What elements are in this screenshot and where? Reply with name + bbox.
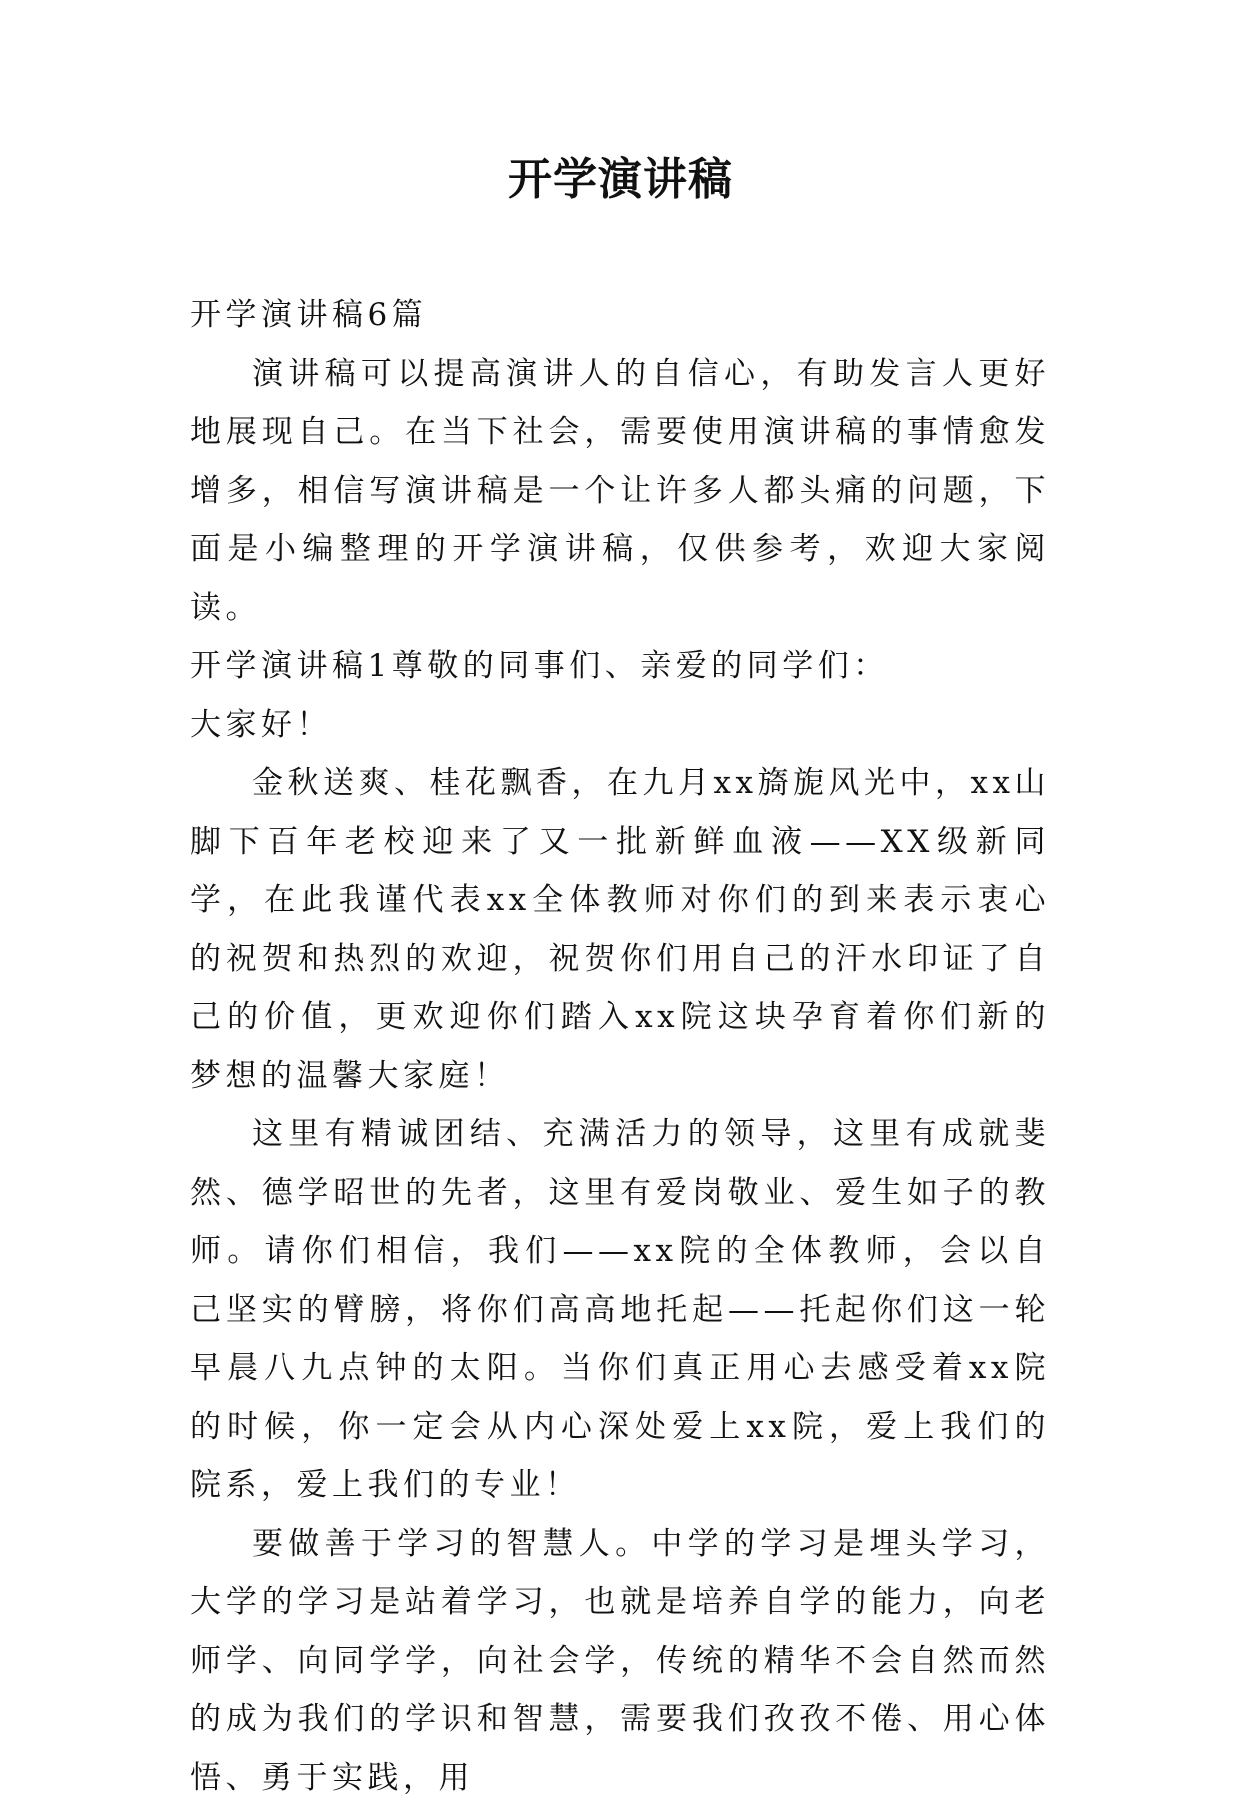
paragraph: 大家好！	[190, 696, 1050, 755]
paragraph: 开学演讲稿6篇	[190, 286, 1050, 345]
paragraph: 开学演讲稿1尊敬的同事们、亲爱的同学们：	[190, 637, 1050, 696]
paragraph: 演讲稿可以提高演讲人的自信心，有助发言人更好地展现自己。在当下社会，需要使用演讲稿的事情愈发增多，相信写演讲稿是一个让许多人都头痛的问题，下面是小编整理的开学演讲稿，仅供参考，欢迎大家阅读。	[190, 345, 1050, 638]
paragraph: 这里有精诚团结、充满活力的领导，这里有成就斐然、德学昭世的先者，这里有爱岗敬业、爱生如子的教师。请你们相信，我们——xx院的全体教师，会以自己坚实的臂膀，将你们高高地托起——托起你们这一轮早晨八九点钟的太阳。当你们真正用心去感受着xx院的时候，你一定会从内心深处爱上xx院，爱上我们的院系，爱上我们的专业！	[190, 1105, 1050, 1515]
paragraph: 金秋送爽、桂花飘香，在九月xx旖旎风光中，xx山脚下百年老校迎来了又一批新鲜血液——XX级新同学，在此我谨代表xx全体教师对你们的到来表示衷心的祝贺和热烈的欢迎，祝贺你们用自己的汗水印证了自己的价值，更欢迎你们踏入xx院这块孕育着你们新的梦想的温馨大家庭！	[190, 754, 1050, 1105]
document-body	[190, 286, 1050, 1807]
paragraph: 要做善于学习的智慧人。中学的学习是埋头学习，大学的学习是站着学习，也就是培养自学的能力，向老师学、向同学学，向社会学，传统的精华不会自然而然的成为我们的学识和智慧，需要我们孜孜不倦、用心体悟、勇于实践，用	[190, 1515, 1050, 1807]
document-title: 开学演讲稿	[0, 150, 1241, 210]
